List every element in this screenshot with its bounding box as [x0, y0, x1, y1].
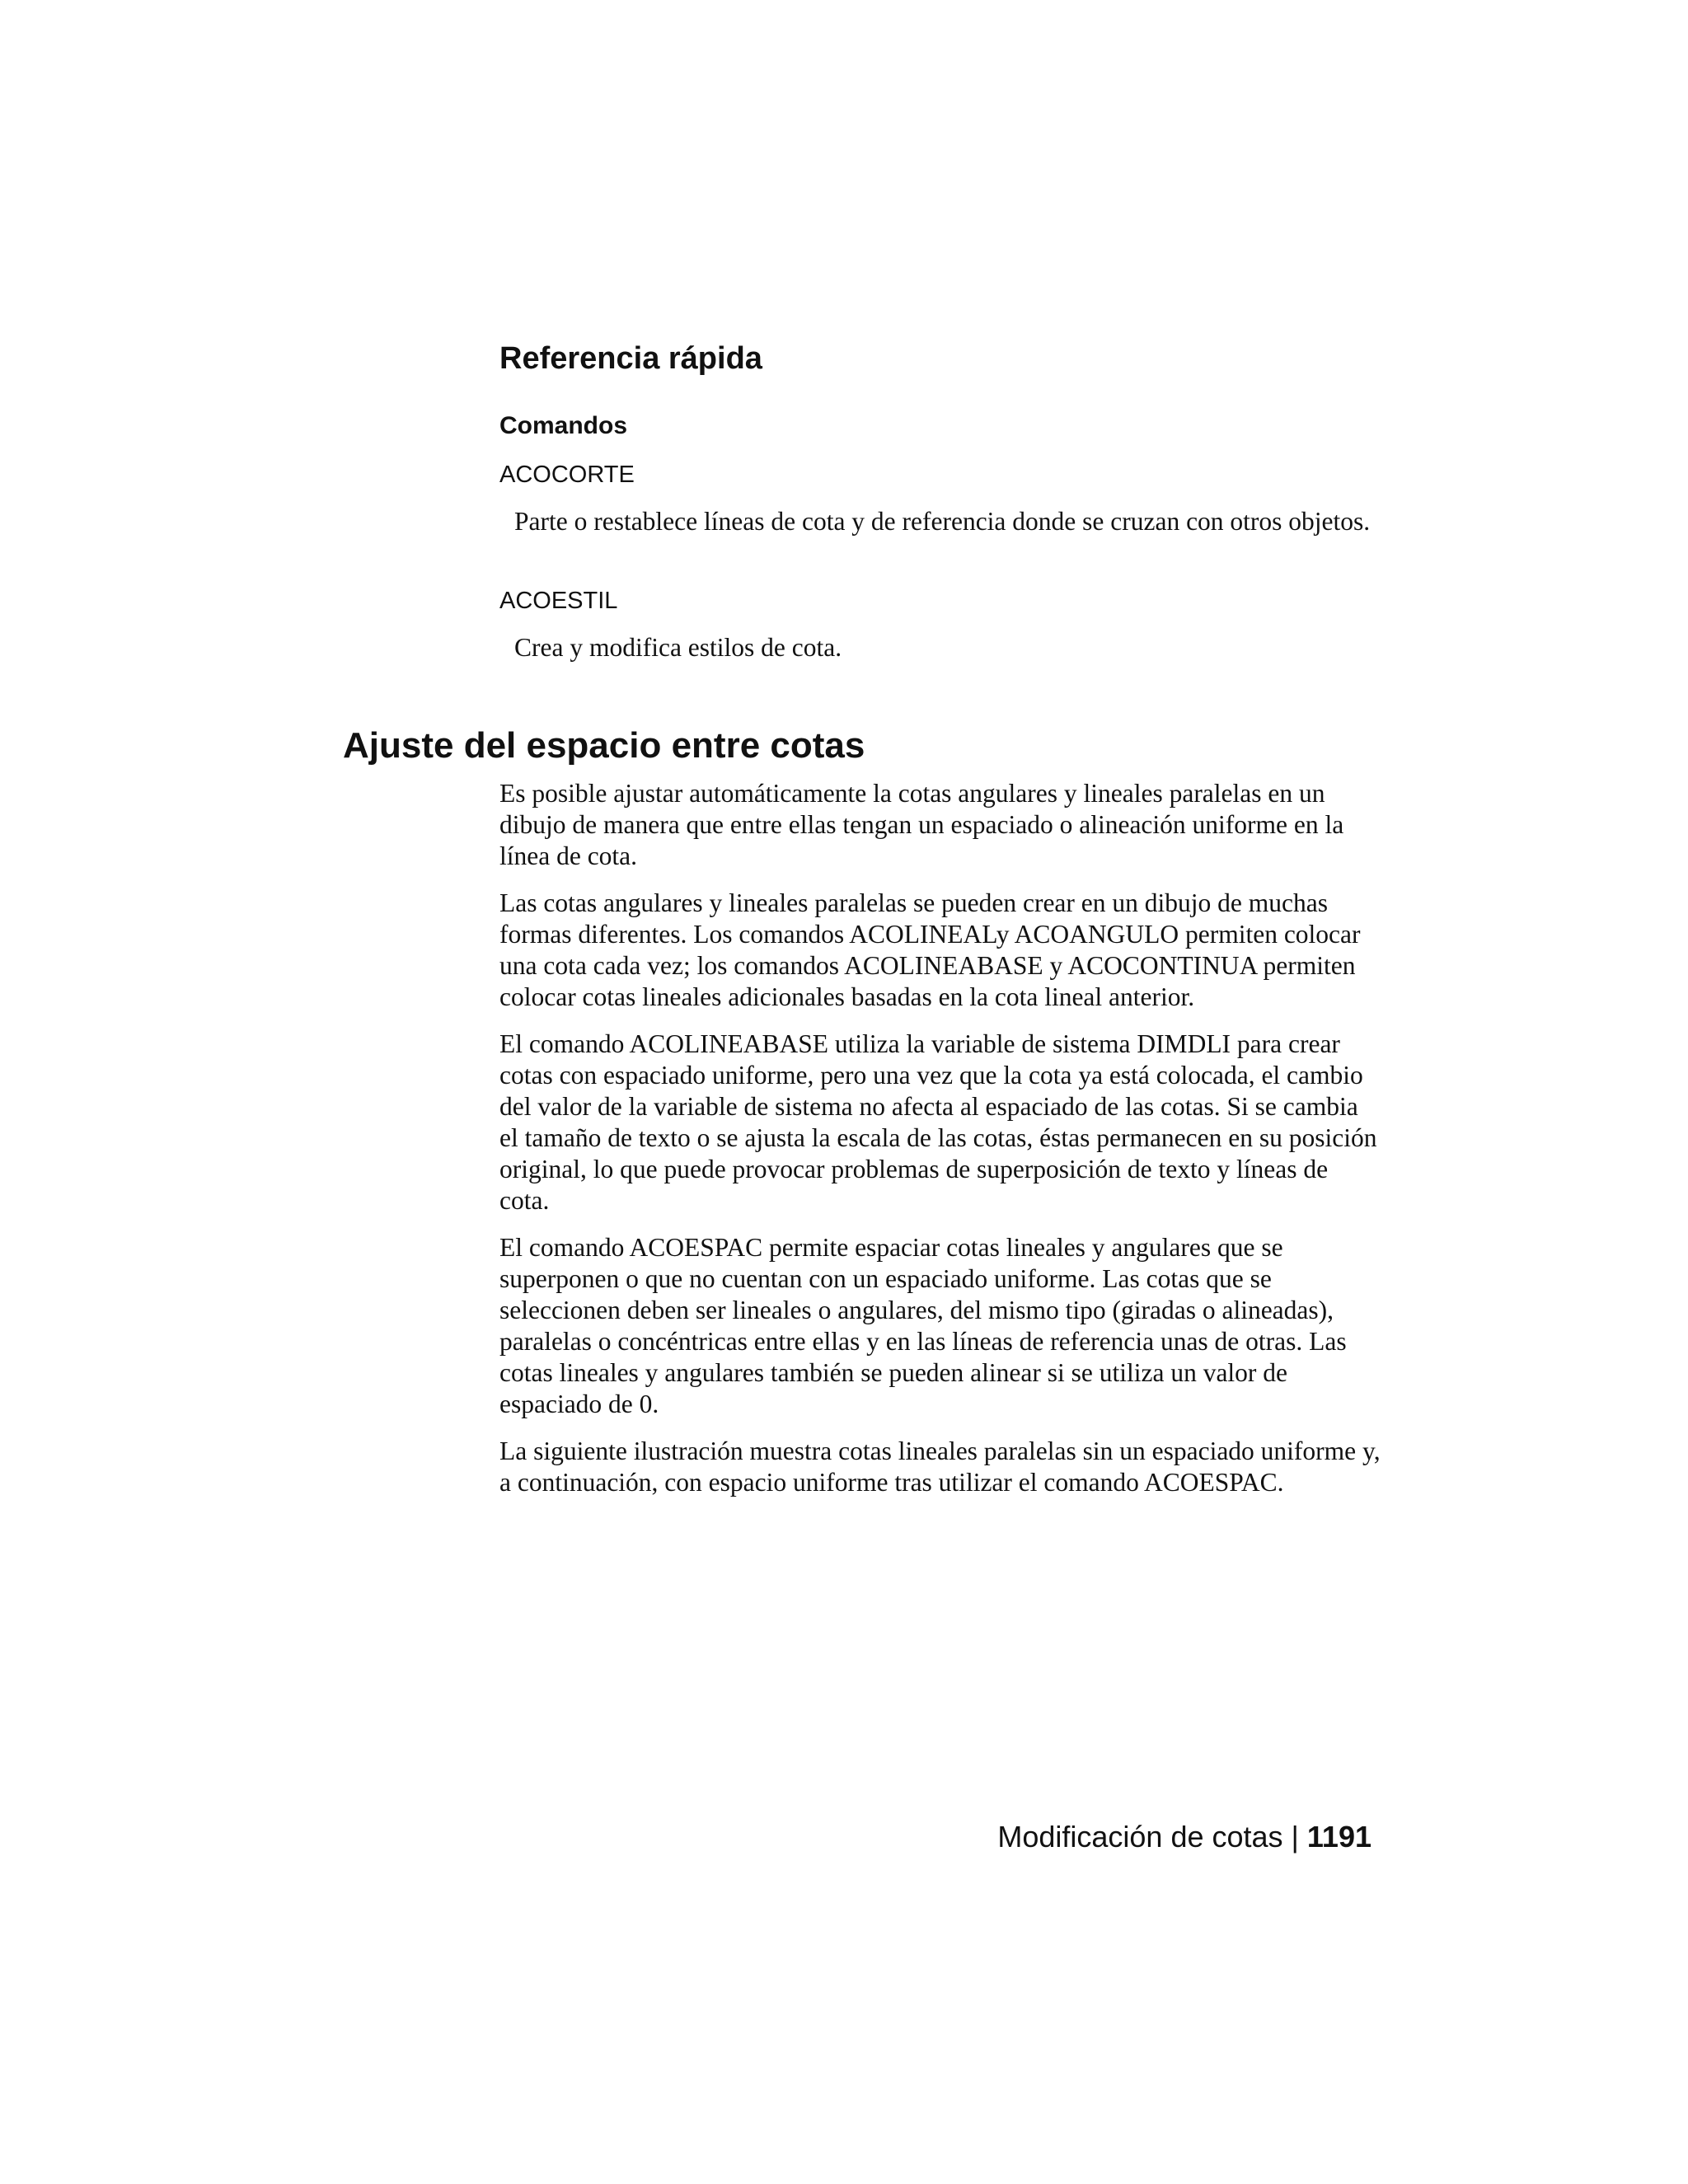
command-description-acoestil: Crea y modifica estilos de cota.: [514, 633, 842, 662]
quick-reference-heading: Referencia rápida: [499, 341, 762, 376]
section-title: Ajuste del espacio entre cotas: [343, 725, 865, 766]
command-name-acoestil: ACOESTIL: [499, 588, 618, 614]
footer-chapter-title: Modificación de cotas: [997, 1820, 1283, 1854]
page-footer: [907, 1817, 1372, 1857]
paragraph: El comando ACOLINEABASE utiliza la variable de sistema DIMDLI para crear cotas con espaciado uniforme, pero una vez que la cota ya está colocada, el cambio del valor de la variable de sistema no afecta al espaciado de las cotas. Si se cambia el tamaño de texto o se ajusta la escala de las cotas, éstas permanecen en su posición original, lo que puede provocar problemas de superposición de texto y líneas de cota.: [499, 1029, 1377, 1215]
paragraph: Las cotas angulares y lineales paralelas se pueden crear en un dibujo de muchas formas diferentes. Los comandos ACOLINEALy ACOANGULO permiten colocar una cota cada vez; los comandos ACOLINEABASE y ACOCONTINUA permiten colocar cotas lineales adicionales basadas en la cota lineal anterior.: [499, 888, 1361, 1011]
commands-heading: Comandos: [499, 412, 628, 439]
footer-separator: |: [1291, 1820, 1299, 1854]
paragraph: Es posible ajustar automáticamente la cotas angulares y lineales paralelas en un dibujo de manera que entre ellas tengan un espaciado o alineación uniforme en la línea de cota.: [499, 779, 1344, 870]
paragraph: El comando ACOESPAC permite espaciar cotas lineales y angulares que se superponen o que no cuentan con un espaciado uniforme. Las cotas que se seleccionen deben ser lineales o angulares, del mismo tipo (giradas o alineadas), paralelas o concéntricas entre ellas y en las líneas de referencia unas de otras. Las cotas lineales y angulares también se pueden alinear si se utiliza un valor de espaciado de 0.: [499, 1233, 1347, 1418]
command-name-acocorte: ACOCORTE: [499, 462, 635, 488]
section-body: [499, 778, 1381, 1514]
command-description-acocorte: Parte o restablece líneas de cota y de referencia donde se cruzan con otros objetos.: [514, 507, 1371, 536]
paragraph: La siguiente ilustración muestra cotas lineales paralelas sin un espaciado uniforme y, a continuación, con espacio uniforme tras utilizar el comando ACOESPAC.: [499, 1436, 1381, 1497]
page-number: 1191: [1306, 1820, 1372, 1854]
